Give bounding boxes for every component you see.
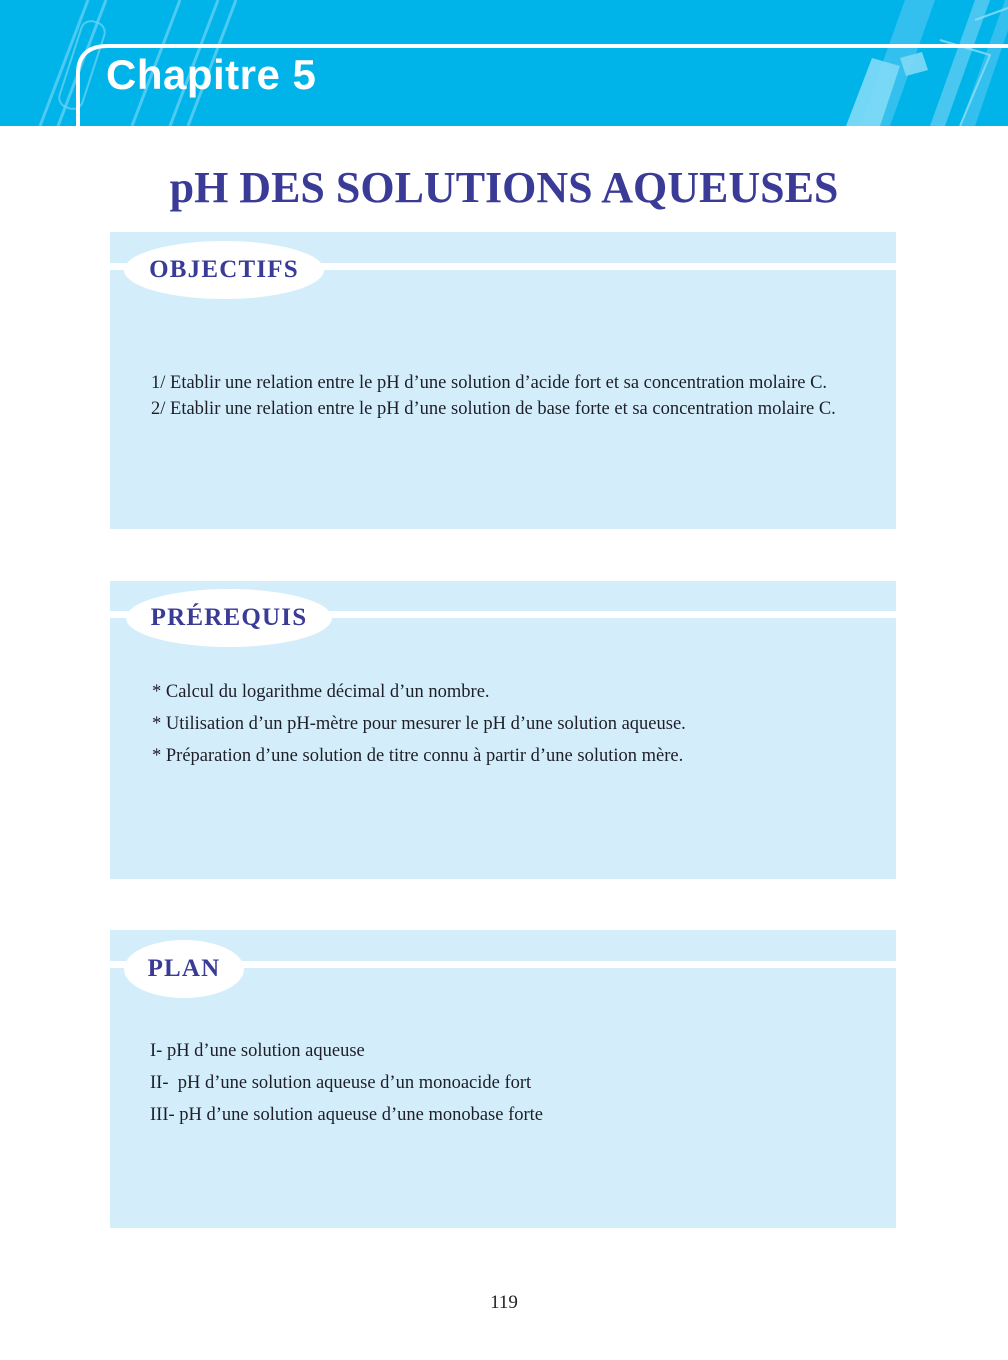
section-heading: PLAN: [147, 955, 221, 982]
objectifs-panel: [110, 232, 896, 529]
page-title: pH DES SOLUTIONS AQUEUSES: [169, 163, 839, 212]
section-heading-badge: [124, 940, 244, 998]
prerequis-panel: [110, 581, 896, 879]
list-item: I- pH d’une solution aqueuse: [150, 1041, 365, 1061]
chapter-banner: [0, 0, 1008, 126]
list-item: 1/ Etablir une relation entre le pH d’une solution d’acide fort et sa concentration molaire C.: [151, 373, 828, 393]
list-item: * Calcul du logarithme décimal d’un nombre.: [152, 682, 490, 702]
section-heading-badge: [124, 241, 324, 299]
plan-panel: [110, 930, 896, 1228]
chapter-label: Chapitre 5: [106, 51, 317, 98]
section-heading: OBJECTIFS: [149, 256, 299, 283]
prerequis-list: [152, 676, 686, 772]
list-item: II- pH d’une solution aqueuse d’un monoacide fort: [150, 1073, 532, 1093]
list-item: * Préparation d’une solution de titre connu à partir d’une solution mère.: [152, 746, 684, 766]
plan-list: [150, 1035, 543, 1131]
list-item: III- pH d’une solution aqueuse d’une monobase forte: [150, 1105, 544, 1125]
page-number: 119: [490, 1292, 518, 1313]
list-item: 2/ Etablir une relation entre le pH d’une solution de base forte et sa concentration molaire C.: [151, 399, 836, 419]
section-heading-badge: [126, 589, 332, 647]
list-item: * Utilisation d’un pH-mètre pour mesurer le pH d’une solution aqueuse.: [152, 714, 686, 734]
section-heading: PRÉREQUIS: [150, 604, 308, 631]
objectifs-list: [151, 370, 836, 422]
